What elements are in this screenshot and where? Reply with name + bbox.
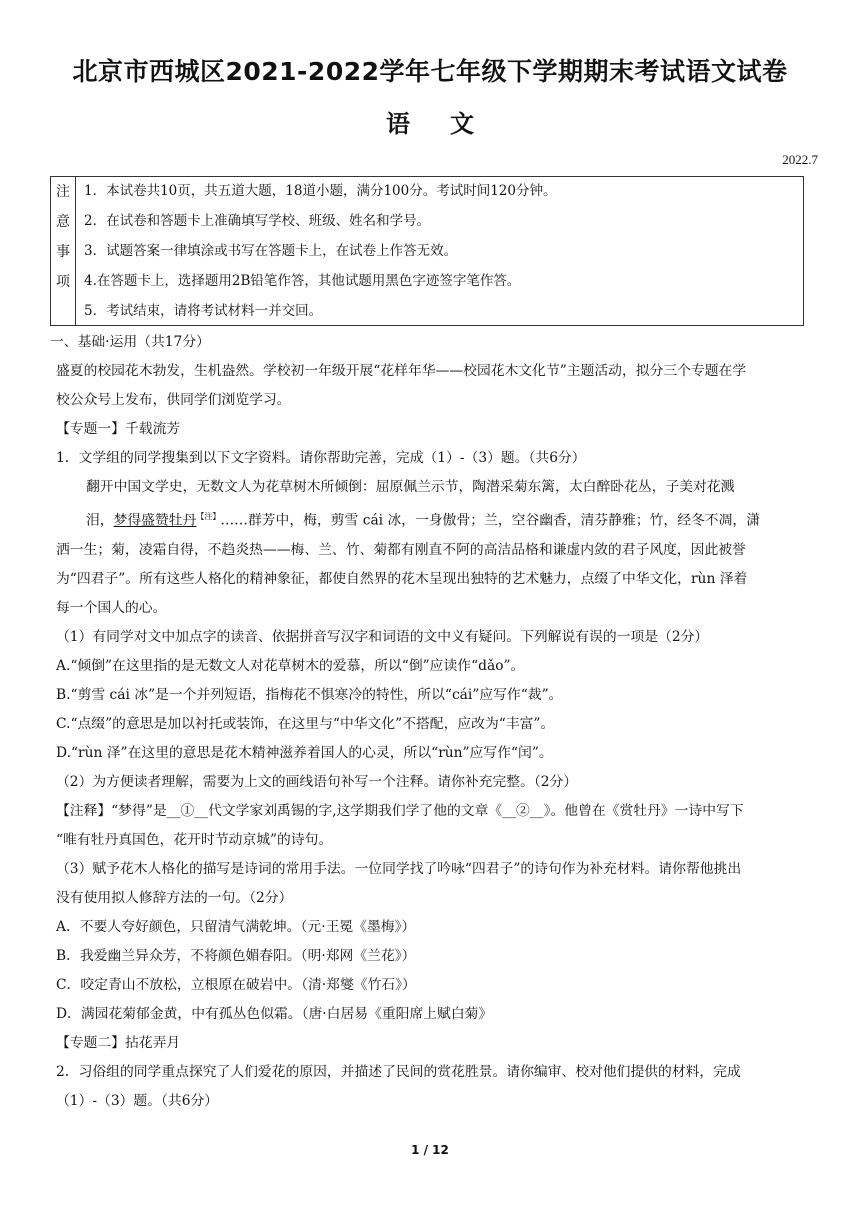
passage-text: ……群芳中，梅，剪雪 cái 冰，一身傲骨；兰，空谷幽香，清芬静雅；竹，经冬不凋，潇: [220, 512, 760, 529]
passage-line: 每一个国人的心。: [56, 599, 167, 616]
exam-body: [50, 328, 816, 1116]
notice-label: [51, 177, 76, 325]
subject-title: 语文: [386, 110, 514, 138]
notice-label-char: 意: [56, 214, 70, 230]
notice-label-char: 事: [56, 244, 70, 260]
topic-heading: 【专题二】拈花弄月: [56, 1034, 181, 1051]
answer-option: B.“剪雪 cái 冰”是一个并列短语，指梅花不惧寒冷的特性，所以“cái”应写作“裁”。: [56, 686, 563, 703]
section-heading: 一、基础·运用（共17分）: [50, 334, 210, 350]
note-text: “唯有牡丹真国色，花开时节动京城”的诗句。: [56, 831, 333, 848]
page-number: 1 / 12: [411, 1143, 449, 1157]
sub-question: 没有使用拟人修辞方法的一句。（2分）: [56, 889, 293, 906]
notice-label-char: 项: [56, 274, 70, 290]
answer-option: A.“倾倒”在这里指的是无数文人对花草树木的爱慕，所以“倒”应读作“dǎo”。: [56, 657, 525, 674]
passage-line: [56, 502, 816, 536]
intro-text: 校公众号上发布，供同学们浏览学习。: [56, 392, 291, 408]
answer-option: A．不要人夸好颜色，只留清气满乾坤。（元·王冕《墨梅》）: [56, 918, 416, 935]
passage-line: 洒一生；菊，凌霜自得，不趋炎热——梅、兰、竹、菊都有刚直不阿的高洁品格和谦虚内敛的君子风度，因此被誉: [56, 541, 746, 558]
passage-line: 翻开中国文学史，无数文人为花草树木所倾倒：屈原佩兰示节，陶潜采菊东篱，太白醉卧花丛，子美对花溅: [86, 479, 735, 495]
sub-question: （3）赋予花木人格化的描写是诗词的常用手法。一位同学找了吟咏“四君子”的诗句作为补充材料。请你帮他挑出: [56, 860, 742, 877]
topic-heading: 【专题一】千载流芳: [56, 421, 181, 437]
intro-text: 盛夏的校园花木勃发，生机盎然。学校初一年级开展“花样年华——校园花木文化节”主题活动，拟分三个专题在学: [56, 363, 747, 379]
sub-question: （2）为方便读者理解，需要为上文的画线语句补写一个注释。请你补充完整。（2分）: [56, 773, 578, 790]
notice-item: 5．考试结束，请将考试材料一并交回。: [84, 303, 323, 319]
passage-text: 泪，: [86, 512, 114, 529]
sub-question: （1）有同学对文中加点字的读音、依据拼音写汉字和词语的文中义有疑问。下列解说有误的一项是（2分）: [56, 628, 709, 645]
answer-option: C．咬定青山不放松，立根原在破岩中。（清·郑燮《竹石》）: [56, 976, 416, 993]
question-stem: 1．文学组的同学搜集到以下文字资料。请你帮助完善，完成（1）-（3）题。（共6分）: [56, 450, 586, 466]
answer-option: D．满园花菊郁金黄，中有孤丛色似霜。（唐·白居易《重阳席上赋白菊》: [56, 1005, 493, 1022]
note-marker: 【注】: [196, 512, 221, 521]
answer-option: B．我爱幽兰异众芳，不将颜色媚春阳。（明·郑网《兰花》）: [56, 947, 416, 964]
question-stem: 2．习俗组的同学重点探究了人们爱花的原因，并描述了民间的赏花胜景。请你编审、校对他们提供的材料，完成: [56, 1063, 741, 1080]
exam-date: 2022.7: [782, 152, 818, 167]
passage-line: 为“四君子”。所有这些人格化的精神象征，都使自然界的花木呈现出独特的艺术魅力，点缀了中华文化，rùn 泽着: [56, 570, 748, 587]
exam-title: 北京市西城区2021-2022学年七年级下学期期末考试语文试卷: [72, 57, 788, 86]
notice-item: 4.在答题卡上，选择题用2B铅笔作答，其他试题用黑色字迹签字笔作答。: [84, 273, 521, 289]
notice-label-char: 注: [56, 184, 70, 200]
notice-item: 1．本试卷共10页，共五道大题，18道小题，满分100分。考试时间120分钟。: [84, 183, 557, 199]
notice-items: [76, 177, 803, 325]
answer-option: D.“rùn 泽”在这里的意思是花木精神滋养着国人的心灵，所以“rùn”应写作“闰”。: [56, 744, 553, 761]
notice-box: [50, 176, 804, 326]
note-text: 【注释】“梦得”是__①__代文学家刘禹锡的字,这学期我们学了他的文章《__②__》。他曾在《赏牡丹》一诗中写下: [56, 802, 744, 819]
question-stem: （1）-（3）题。（共6分）: [56, 1092, 219, 1109]
notice-item: 3．试题答案一律填涂或书写在答题卡上，在试卷上作答无效。: [84, 243, 458, 259]
answer-option: C.“点缀”的意思是加以衬托或装饰，在这里与“中华文化”不搭配，应改为“丰富”。: [56, 715, 555, 732]
notice-item: 2．在试卷和答题卡上准确填写学校、班级、姓名和学号。: [84, 213, 431, 229]
underlined-phrase: 梦得盛赞牡丹: [113, 512, 197, 529]
